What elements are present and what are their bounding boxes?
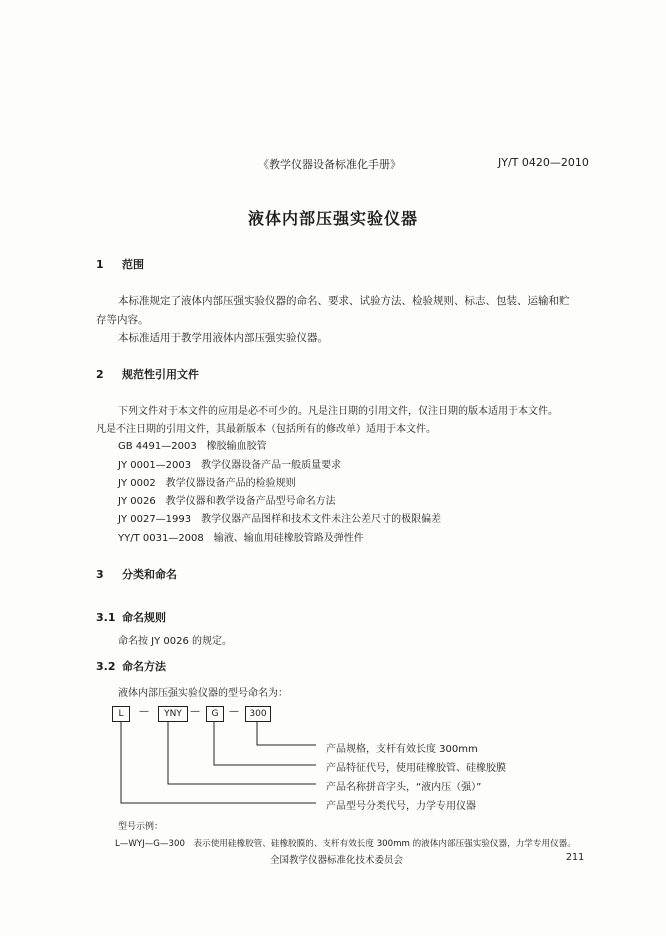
model-code-box: YNY [158,706,188,722]
separator-dash: — [190,706,200,717]
section-1-para1-line2: 存等内容。 [96,314,149,326]
section-number: 2 [96,368,104,381]
diagram-label: 产品特征代号，使用硅橡胶管、硅橡胶膜 [326,763,506,774]
section-2-para-line1: 下列文件对于本文件的应用是必不可少的。凡是注日期的引用文件，仅注日期的版本适用于本文件。 [118,406,558,417]
reference-item: JY 0027—1993 教学仪器产品图样和技术文件未注公差尺寸的极限偏差 [118,514,442,525]
section-number: 3.2 [96,660,116,673]
reference-item: YY/T 0031—2008 输液、输血用硅橡胶管路及弹性件 [118,533,364,544]
reference-item: GB 4491—2003 橡胶输血胶管 [118,441,267,452]
section-3-2-intro: 液体内部压强实验仪器的型号命名为： [118,688,288,699]
model-code-box: L [112,706,130,722]
diagram-label: 产品规格，支杆有效长度 300mm [326,744,478,755]
standard-code: JY/T 0420—2010 [498,156,589,169]
section-title: 分类和命名 [122,568,177,581]
reference-item: JY 0026 教学仪器和教学设备产品型号命名方法 [118,496,336,507]
footer-committee: 全国教学仪器标准化技术委员会 [270,855,404,866]
section-1-para1-line1: 本标准规定了液体内部压强实验仪器的命名、要求、试验方法、检验规则、标志、包装、运输和贮 [118,295,570,307]
section-number: 3.1 [96,611,116,624]
section-1-para2: 本标准适用于教学用液体内部压强实验仪器。 [118,332,328,344]
page-number: 211 [566,852,585,863]
section-number: 1 [96,258,104,271]
diagram-label: 产品型号分类代号，力学专用仪器 [326,801,476,812]
section-title: 命名规则 [122,611,166,624]
reference-item: JY 0001—2003 教学仪器设备产品一般质量要求 [118,460,342,471]
section-title: 规范性引用文件 [122,368,199,381]
section-title: 范围 [122,258,144,271]
section-2-para-line2: 凡是不注日期的引用文件，其最新版本（包括所有的修改单）适用于本文件。 [96,424,436,435]
book-title: 《教学仪器设备标准化手册》 [258,158,401,171]
separator-dash: — [139,706,149,717]
section-title: 命名方法 [122,660,166,673]
section-number: 3 [96,568,104,581]
document-title: 液体内部压强实验仪器 [247,209,418,228]
model-code-box: G [206,706,224,722]
reference-item: JY 0002 教学仪器设备产品的检验规则 [118,478,296,489]
diagram-label: 产品名称拼音字头，“液内压（强）” [326,782,482,793]
model-code-box: 300 [245,706,271,722]
section-3-1-text: 命名按 JY 0026 的规定。 [118,636,233,647]
separator-dash: — [229,706,239,717]
example-text: L—WYJ—G—300 表示使用硅橡胶管、硅橡胶膜的、支杆有效长度 300mm 的液体内部压强实验仪器，力学专用仪器。 [115,839,576,849]
example-heading: 型号示例： [118,822,164,832]
